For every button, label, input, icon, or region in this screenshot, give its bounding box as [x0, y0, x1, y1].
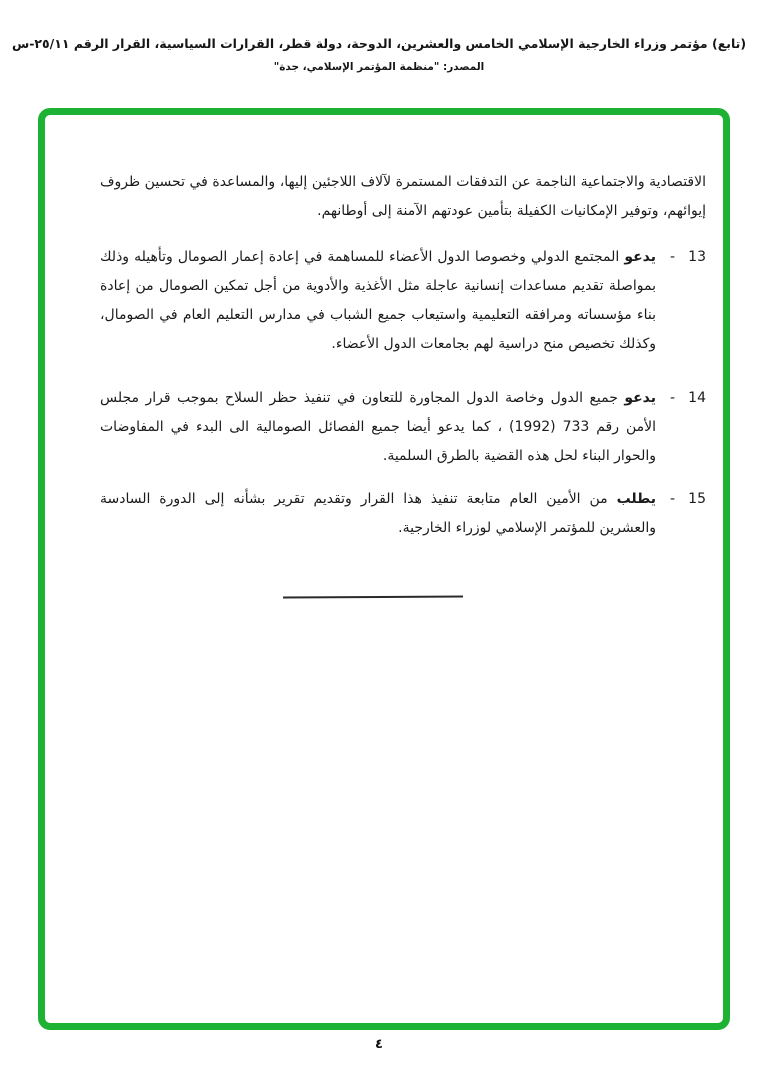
- item-15-keyword: يطلب: [616, 491, 656, 507]
- resolution-content: [100, 168, 706, 543]
- item-14-number: 14: [688, 390, 706, 406]
- item-15-text: [100, 485, 656, 543]
- header-source: المصدر: "منظمة المؤتمر الإسلامي، جدة": [273, 61, 485, 73]
- continuation-paragraph: الاقتصادية والاجتماعية الناجمة عن التدفقات المستمرة لآلاف اللاجئين إليها، والمساعدة في تحسين ظروف إيوائهم، وتوفير الإمكانيات الكفيلة بتأمين عودتهم الآمنة إلى أوطانهم.: [100, 174, 706, 219]
- item-14-body-text: جميع الدول وخاصة الدول المجاورة للتعاون في تنفيذ حظر السلاح بموجب قرار مجلس الأمن رقم 733 (1992) ، كما يدعو أيضا جميع الفصائل الصومالية الى البدء في المفاوضات والحوار البناء لحل هذه القضية بالطرق السلمية.: [100, 390, 656, 464]
- item-13-dash: -: [670, 249, 676, 265]
- resolution-item-14: [100, 384, 706, 471]
- resolution-item-13: [100, 243, 706, 359]
- item-15-marker: [670, 485, 706, 514]
- item-13-body-text: المجتمع الدولي وخصوصا الدول الأعضاء للمساهمة في إعادة إعمار الصومال وتأهيله وذلك بمواصلة تقديم مساعدات إنسانية عاجلة مثل الأغذية والأدوية من أجل تمكين الصومال من إعادة بناء مؤسساته ومرافقه التعليمية واستيعاب جميع الشباب في مدارس التعليم العام في الصومال، وكذلك تخصيص منح دراسية لهم بجامعات الدول الأعضاء.: [100, 249, 656, 352]
- item-13-text: [100, 243, 656, 359]
- item-13-keyword: يدعو: [624, 249, 656, 265]
- item-15-number: 15: [688, 491, 706, 507]
- item-14-marker: [670, 384, 706, 413]
- item-15-dash: -: [670, 491, 676, 507]
- resolution-item-15: [100, 485, 706, 543]
- item-14-text: [100, 384, 656, 471]
- item-14-keyword: يدعو: [624, 390, 656, 406]
- page-number: ٤: [375, 1037, 383, 1052]
- header-title: (تابع) مؤتمر وزراء الخارجية الإسلامي الخامس والعشرين، الدوحة، دولة قطر، القرارات السياسية، القرار الرقم ٢٥/١١-س: [11, 36, 747, 51]
- item-13-number: 13: [688, 249, 706, 265]
- item-15-body-text: من الأمين العام متابعة تنفيذ هذا القرار وتقديم تقرير بشأنه إلى الدورة السادسة والعشرين للمؤتمر الإسلامي لوزراء الخارجية.: [100, 491, 656, 536]
- page-header: [0, 36, 758, 73]
- item-13-marker: [670, 243, 706, 272]
- item-14-dash: -: [670, 390, 676, 406]
